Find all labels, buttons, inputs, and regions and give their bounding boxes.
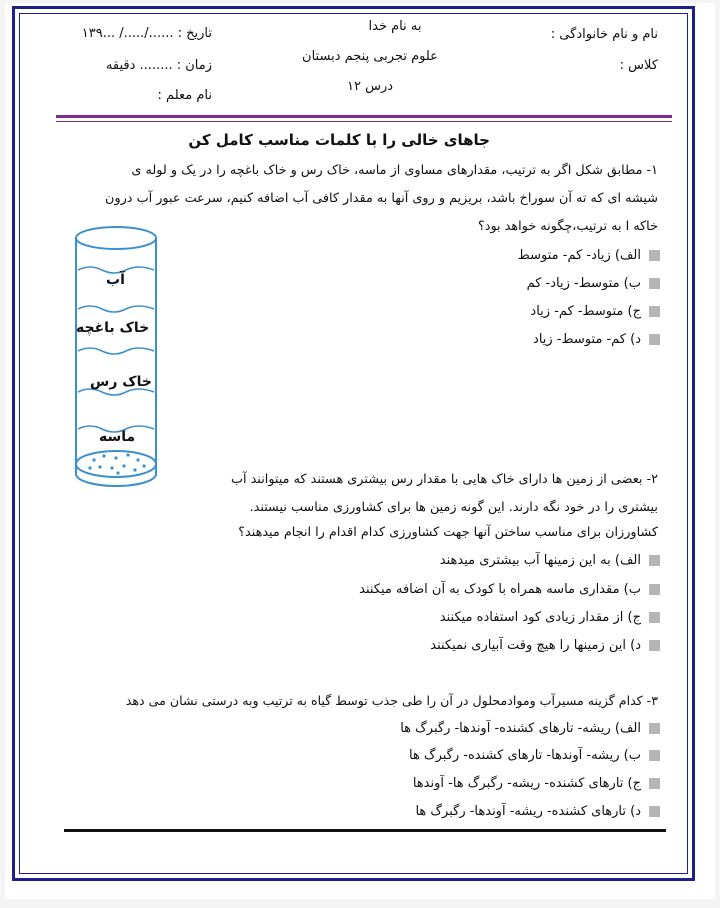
cylinder-drawing	[72, 224, 162, 494]
q1-line-2: شیشه ای که ته آن سوراخ باشد، بریزیم و روی آنها به مقدار کافی آب اضافه کنیم، سرعت عبور آب درون	[105, 191, 658, 206]
soil-cylinder-figure	[72, 224, 162, 498]
q3-option-d[interactable]: د) تارهای کشنده- ریشه- آوندها- رگبرگ ها	[415, 804, 660, 819]
q2-option-d[interactable]: د) این زمینها را هیچ وقت آبیاری نمیکنند	[430, 638, 660, 653]
checkbox-icon[interactable]	[649, 723, 660, 734]
checkbox-icon[interactable]	[649, 778, 660, 789]
q3-option-a[interactable]: الف) ریشه- تارهای کشنده- آوندها- رگبرگ ها	[400, 721, 660, 736]
footer-divider	[64, 829, 666, 832]
layer-sand: ماسه	[99, 429, 136, 445]
layer-clay: خاک رس	[90, 374, 152, 390]
checkbox-icon[interactable]	[649, 750, 660, 761]
header-divider-thick	[56, 115, 672, 118]
checkbox-icon[interactable]	[649, 584, 660, 595]
q2-option-a[interactable]: الف) به این زمینها آب بیشتری میدهند	[440, 553, 660, 568]
q2-option-c[interactable]: ج) از مقدار زیادی کود استفاده میکنند	[440, 610, 660, 625]
checkbox-icon[interactable]	[649, 278, 660, 289]
q2-option-b[interactable]: ب) مقداری ماسه همراه با کودک به آن اضافه میکنند	[359, 582, 660, 597]
q1-option-d[interactable]: د) کم- متوسط- زیاد	[533, 332, 660, 347]
q1-line-3: خاکه ا به ترتیب،چگونه خواهد بود؟	[477, 219, 658, 234]
q2-line-3: کشاورزان برای مناسب ساختن آنها جهت کشاورزی کدام اقدام را انجام میدهند؟	[238, 525, 658, 540]
q1-option-c[interactable]: ج) متوسط- کم- زیاد	[530, 304, 660, 319]
checkbox-icon[interactable]	[649, 306, 660, 317]
checkbox-icon[interactable]	[649, 640, 660, 651]
teacher-field: نام معلم :	[157, 88, 212, 103]
q2-line-1: ۲- بعضی از زمین ها دارای خاک هایی با مقدار رس بیشتری هستند که میتوانند آب	[230, 472, 658, 487]
q1-option-b[interactable]: ب) متوسط- زیاد- کم	[527, 276, 660, 291]
time-field: زمان : ........ دقیقه	[105, 58, 212, 73]
q3-line: ۳- کدام گزینه مسیرآب وموادمحلول در آن را طی جذب توسط گیاه به ترتیب وبه درستی نشان می دهد	[125, 693, 658, 708]
header-divider-thin	[56, 121, 672, 122]
q3-option-b[interactable]: ب) ریشه- آوندها- تارهای کشنده- رگبرگ ها	[409, 748, 660, 763]
lesson-number: درس ۱۲	[346, 79, 394, 94]
checkbox-icon[interactable]	[649, 612, 660, 623]
checkbox-icon[interactable]	[649, 555, 660, 566]
q2-line-2: بیشتری را در خود نگه دارند. این گونه زمین ها برای کشاورزی مناسب نیستند.	[249, 500, 658, 515]
subject-title: علوم تجربی پنجم دبستان	[302, 49, 438, 64]
layer-water: آب	[106, 272, 125, 288]
checkbox-icon[interactable]	[649, 250, 660, 261]
q3-option-c[interactable]: ج) تارهای کشنده- ریشه- رگبرگ ها- آوندها	[413, 776, 660, 791]
date-field: تاریخ : ....../...../ ...۱۳۹	[81, 26, 212, 41]
section-title: جاهای خالی را با کلمات مناسب کامل کن	[188, 131, 490, 149]
basmala: به نام خدا	[368, 19, 422, 34]
class-label: کلاس :	[619, 58, 658, 73]
checkbox-icon[interactable]	[649, 334, 660, 345]
q1-option-a[interactable]: الف) زیاد- کم- متوسط	[518, 248, 660, 263]
name-label: نام و نام خانوادگی :	[550, 27, 658, 42]
q1-line-1: ۱- مطابق شکل اگر به ترتیب، مقدارهای مساوی از ماسه، خاک رس و خاک باغچه را در یک و لوله ی	[131, 163, 658, 178]
layer-garden-soil: خاک باغچه	[76, 320, 150, 336]
checkbox-icon[interactable]	[649, 806, 660, 817]
